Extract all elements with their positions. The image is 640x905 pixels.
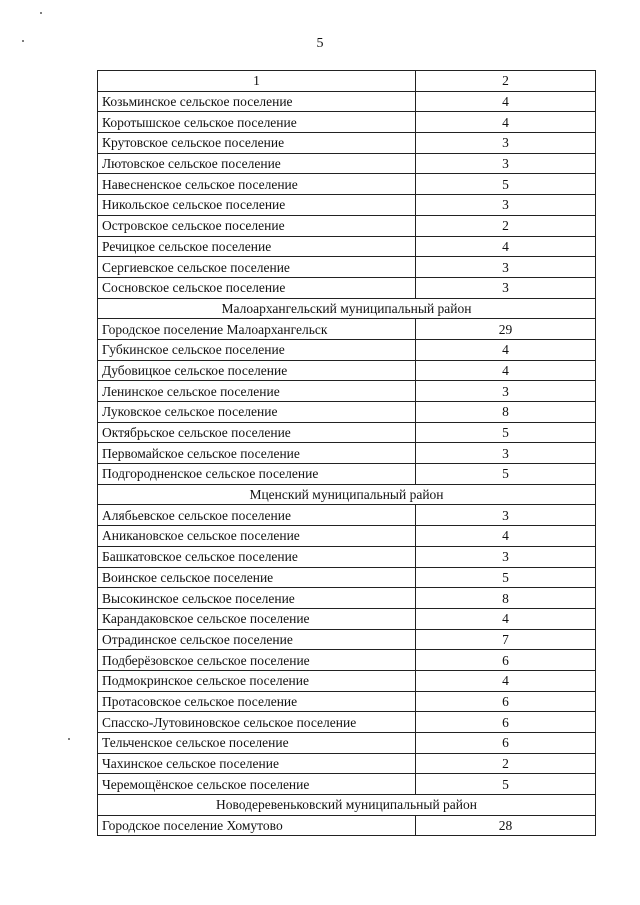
settlement-count: 8 (416, 402, 596, 423)
table-row (98, 670, 596, 691)
table-row (98, 319, 596, 340)
settlement-name: Крутовское сельское поселение (98, 133, 416, 154)
table-header-row (98, 71, 596, 92)
settlement-count: 3 (416, 133, 596, 154)
settlement-count: 3 (416, 277, 596, 298)
settlement-count: 6 (416, 712, 596, 733)
district-section-row (98, 795, 596, 816)
settlement-name: Тельченское сельское поселение (98, 733, 416, 754)
settlement-count: 5 (416, 174, 596, 195)
settlement-name: Протасовское сельское поселение (98, 691, 416, 712)
settlement-count: 4 (416, 608, 596, 629)
settlement-count: 3 (416, 195, 596, 216)
settlement-name: Лютовское сельское поселение (98, 153, 416, 174)
scan-speck (40, 12, 42, 14)
settlement-name: Аникановское сельское поселение (98, 526, 416, 547)
district-section-row (98, 298, 596, 319)
table-row (98, 339, 596, 360)
settlement-count: 7 (416, 629, 596, 650)
table-row (98, 464, 596, 485)
settlement-name: Козьминское сельское поселение (98, 91, 416, 112)
settlement-name: Островское сельское поселение (98, 215, 416, 236)
settlement-name: Высокинское сельское поселение (98, 588, 416, 609)
settlement-name: Карандаковское сельское поселение (98, 608, 416, 629)
table-row (98, 153, 596, 174)
settlement-count: 5 (416, 567, 596, 588)
settlement-count: 5 (416, 464, 596, 485)
table-row (98, 774, 596, 795)
table-row (98, 133, 596, 154)
settlement-name: Октябрьское сельское поселение (98, 422, 416, 443)
table-row (98, 91, 596, 112)
settlement-name: Первомайское сельское поселение (98, 443, 416, 464)
page-number: 5 (316, 36, 324, 51)
settlement-name: Городское поселение Малоархангельск (98, 319, 416, 340)
table-row (98, 215, 596, 236)
settlement-name: Подмокринское сельское поселение (98, 670, 416, 691)
settlement-count: 4 (416, 526, 596, 547)
table-row (98, 526, 596, 547)
settlement-name: Подгородненское сельское поселение (98, 464, 416, 485)
table-row (98, 753, 596, 774)
table-row (98, 277, 596, 298)
settlement-count: 6 (416, 733, 596, 754)
table-row (98, 505, 596, 526)
settlement-count: 4 (416, 112, 596, 133)
table-row (98, 402, 596, 423)
table-row (98, 650, 596, 671)
settlement-name: Черемощёнское сельское поселение (98, 774, 416, 795)
settlement-name: Отрадинское сельское поселение (98, 629, 416, 650)
table-row (98, 112, 596, 133)
scan-speck (22, 40, 24, 42)
settlement-name: Сосновское сельское поселение (98, 277, 416, 298)
table-row (98, 236, 596, 257)
district-title: Новодеревеньковский муниципальный район (98, 795, 596, 816)
settlement-name: Навесненское сельское поселение (98, 174, 416, 195)
table-row (98, 381, 596, 402)
settlement-name: Городское поселение Хомутово (98, 815, 416, 836)
district-title: Мценский муниципальный район (98, 484, 596, 505)
settlement-name: Башкатовское сельское поселение (98, 546, 416, 567)
table-row (98, 712, 596, 733)
settlement-count: 3 (416, 443, 596, 464)
settlement-count: 3 (416, 381, 596, 402)
settlement-name: Луковское сельское поселение (98, 402, 416, 423)
settlement-count: 3 (416, 505, 596, 526)
settlement-name: Дубовицкое сельское поселение (98, 360, 416, 381)
settlement-count: 4 (416, 670, 596, 691)
settlement-count: 3 (416, 546, 596, 567)
table-row (98, 257, 596, 278)
settlement-count: 6 (416, 691, 596, 712)
table-row (98, 443, 596, 464)
settlement-name: Никольское сельское поселение (98, 195, 416, 216)
district-title: Малоархангельский муниципальный район (98, 298, 596, 319)
settlement-name: Чахинское сельское поселение (98, 753, 416, 774)
settlement-name: Спасско-Лутовиновское сельское поселение (98, 712, 416, 733)
scan-speck (68, 738, 70, 740)
table-row (98, 629, 596, 650)
table-row (98, 567, 596, 588)
table-row (98, 691, 596, 712)
settlement-count: 2 (416, 753, 596, 774)
settlement-name: Губкинское сельское поселение (98, 339, 416, 360)
settlement-name: Воинское сельское поселение (98, 567, 416, 588)
settlement-count: 4 (416, 91, 596, 112)
settlement-count: 2 (416, 215, 596, 236)
settlement-count: 4 (416, 360, 596, 381)
table-row (98, 815, 596, 836)
table-row (98, 195, 596, 216)
table-row (98, 546, 596, 567)
column-header-count: 2 (416, 71, 596, 92)
district-section-row (98, 484, 596, 505)
column-header-name: 1 (98, 71, 416, 92)
table-row (98, 588, 596, 609)
settlement-name: Коротышское сельское поселение (98, 112, 416, 133)
settlement-count: 5 (416, 422, 596, 443)
settlement-count: 4 (416, 236, 596, 257)
settlements-table (97, 70, 596, 836)
table-row (98, 360, 596, 381)
table-row (98, 422, 596, 443)
settlement-name: Ленинское сельское поселение (98, 381, 416, 402)
settlement-count: 28 (416, 815, 596, 836)
settlement-name: Подберёзовское сельское поселение (98, 650, 416, 671)
table-body (98, 71, 596, 836)
settlement-name: Алябьевское сельское поселение (98, 505, 416, 526)
table-row (98, 174, 596, 195)
settlement-count: 29 (416, 319, 596, 340)
settlement-name: Речицкое сельское поселение (98, 236, 416, 257)
settlement-name: Сергиевское сельское поселение (98, 257, 416, 278)
settlement-count: 3 (416, 257, 596, 278)
settlement-count: 5 (416, 774, 596, 795)
table-row (98, 608, 596, 629)
settlement-count: 3 (416, 153, 596, 174)
table-row (98, 733, 596, 754)
settlement-count: 8 (416, 588, 596, 609)
settlement-count: 6 (416, 650, 596, 671)
settlement-count: 4 (416, 339, 596, 360)
